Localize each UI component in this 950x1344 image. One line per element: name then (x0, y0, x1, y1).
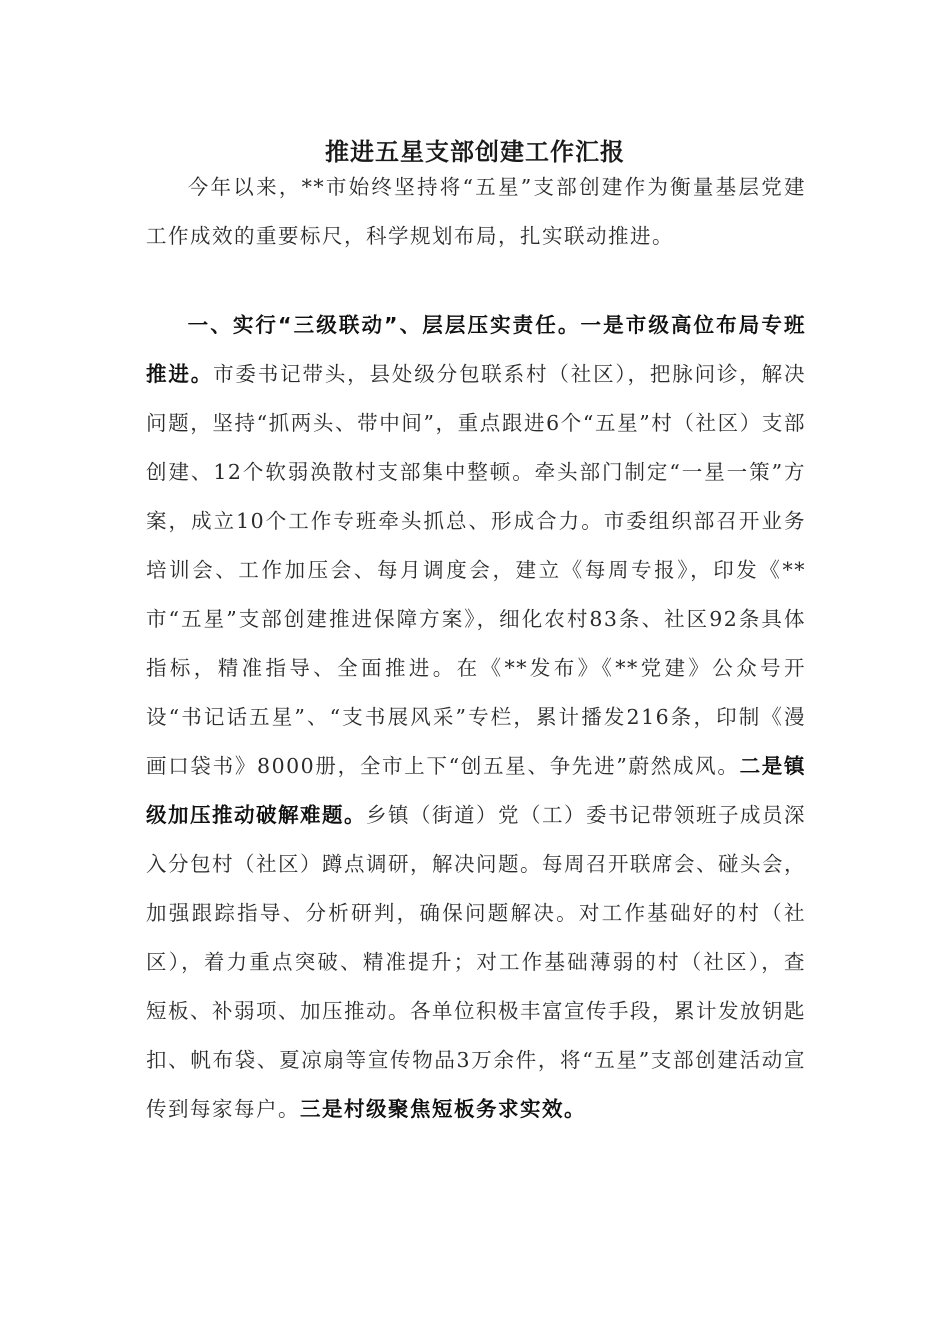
intro-text: 今年以来，**市始终坚持将“五星”支部创建作为衡量基层党建工作成效的重要标尺，科学规划布局，扎实联动推进。 (146, 175, 806, 248)
point-three-lead: 三是村级聚焦短板务求实效。 (300, 1097, 586, 1121)
point-two-lead: 二是镇级加压推动破解难题。 (146, 754, 806, 827)
section-heading: 一、实行“三级联动”、层层压实责任。 (187, 313, 581, 337)
intro-paragraph (146, 163, 806, 261)
section-one-paragraph (146, 301, 806, 1134)
document-title: 推进五星支部创建工作汇报 (325, 138, 625, 166)
point-one-lead: 一是市级高位布局专班推进。 (146, 313, 806, 386)
point-two-text: 乡镇（街道）党（工）委书记带领班子成员深入分包村（社区）蹲点调研，解决问题。每周召开联席会、碰头会，加强跟踪指导、分析研判，确保问题解决。对工作基础好的村（社区），着力重点突破、精准提升；对工作基础薄弱的村（社区），查短板、补弱项、加压推动。各单位积极丰富宣传手段，累计发放钥匙扣、帆布袋、夏凉扇等宣传物品3万余件，将“五星”支部创建活动宣传到每家每户。 (146, 803, 806, 1121)
point-one-text: 市委书记带头，县处级分包联系村（社区），把脉问诊，解决问题，坚持“抓两头、带中间”，重点跟进6个“五星”村（社区）支部创建、12个软弱涣散村支部集中整顿。牵头部门制定“一星一策”方案，成立10个工作专班牵头抓总、形成合力。市委组织部召开业务培训会、工作加压会、每月调度会，建立《每周专报》，印发《**市“五星”支部创建推进保障方案》，细化农村83条、社区92条具体指标，精准指导、全面推进。在《**发布》《**党建》公众号开设“书记话五星”、“支书展风采”专栏，累计播发216条，印制《漫画口袋书》8000册，全市上下“创五星、争先进”蔚然成风。 (146, 362, 807, 778)
